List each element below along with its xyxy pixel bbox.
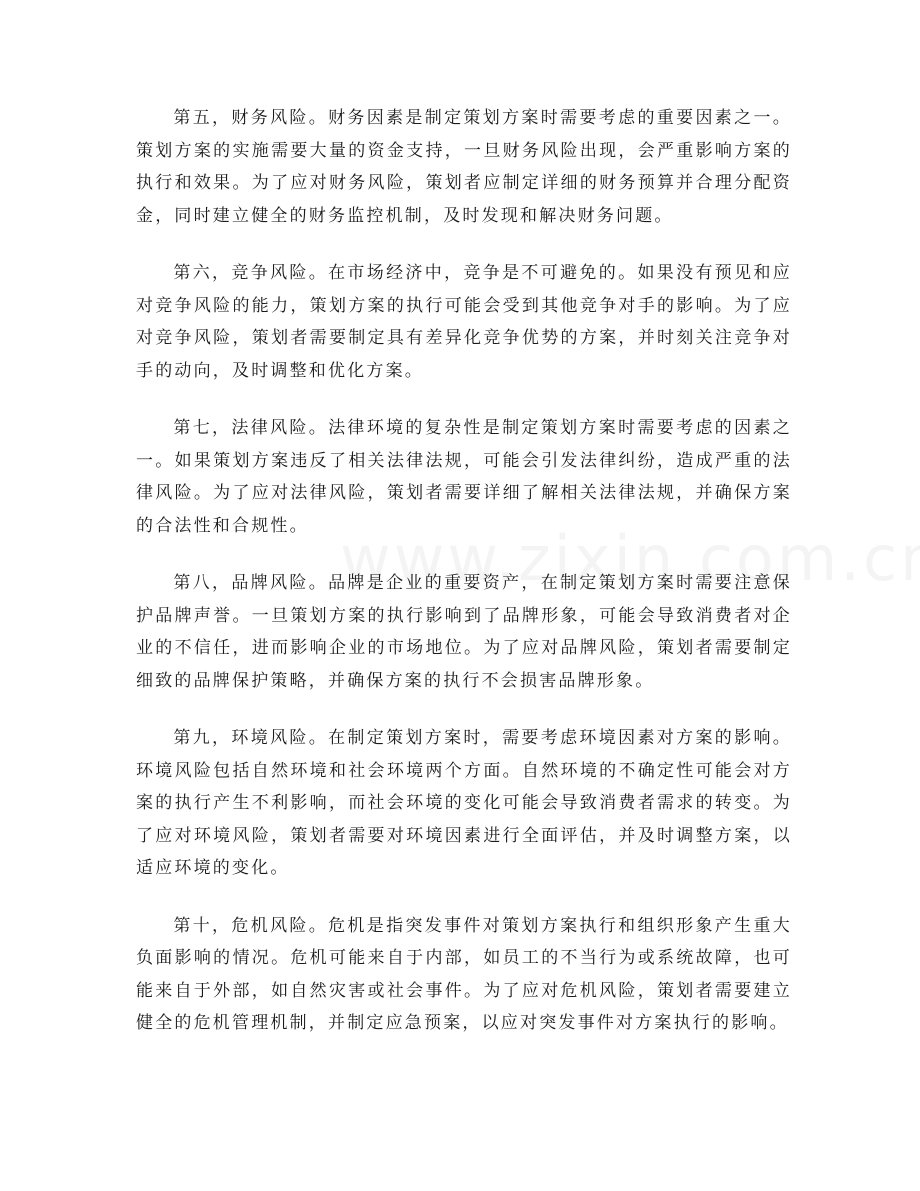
paragraph-financial-risk: 第五，财务风险。财务因素是制定策划方案时需要考虑的重要因素之一。策划方案的实施需要大量的资金支持，一旦财务风险出现，会严重影响方案的执行和效果。为了应对财务风险，策划者应制定详细的财务预算并合理分配资金，同时建立健全的财务监控机制，及时发现和解决财务问题。 [136,108,792,226]
paragraph-brand-risk: 第八，品牌风险。品牌是企业的重要资产，在制定策划方案时需要注意保护品牌声誉。一旦策划方案的执行影响到了品牌形象，可能会导致消费者对企业的不信任，进而影响企业的市场地位。为了应对品牌风险，策划者需要制定细致的品牌保护策略，并确保方案的执行不会损害品牌形象。 [136,573,792,691]
paragraph-legal-risk: 第七，法律风险。法律环境的复杂性是制定策划方案时需要考虑的因素之一。如果策划方案违反了相关法律法规，可能会引发法律纠纷，造成严重的法律风险。为了应对法律风险，策划者需要详细了解相关法律法规，并确保方案的合法性和合规性。 [136,418,792,536]
paragraph-competition-risk: 第六，竞争风险。在市场经济中，竞争是不可避免的。如果没有预见和应对竞争风险的能力，策划方案的执行可能会受到其他竞争对手的影响。为了应对竞争风险，策划者需要制定具有差异化竞争优势的方案，并时刻关注竞争对手的动向，及时调整和优化方案。 [136,263,792,381]
document-body [136,102,792,1065]
paragraph-crisis-risk: 第十，危机风险。危机是指突发事件对策划方案执行和组织形象产生重大负面影响的情况。危机可能来自于内部，如员工的不当行为或系统故障，也可能来自于外部，如自然灾害或社会事件。为了应对危机风险，策划者需要建立健全的危机管理机制，并制定应急预案，以应对突发事件对方案执行的影响。 [136,915,792,1033]
paragraph-environment-risk: 第九，环境风险。在制定策划方案时，需要考虑环境因素对方案的影响。环境风险包括自然环境和社会环境两个方面。自然环境的不确定性可能会对方案的执行产生不利影响，而社会环境的变化可能会导致消费者需求的转变。为了应对环境风险，策划者需要对环境因素进行全面评估，并及时调整方案，以适应环境的变化。 [136,728,792,878]
